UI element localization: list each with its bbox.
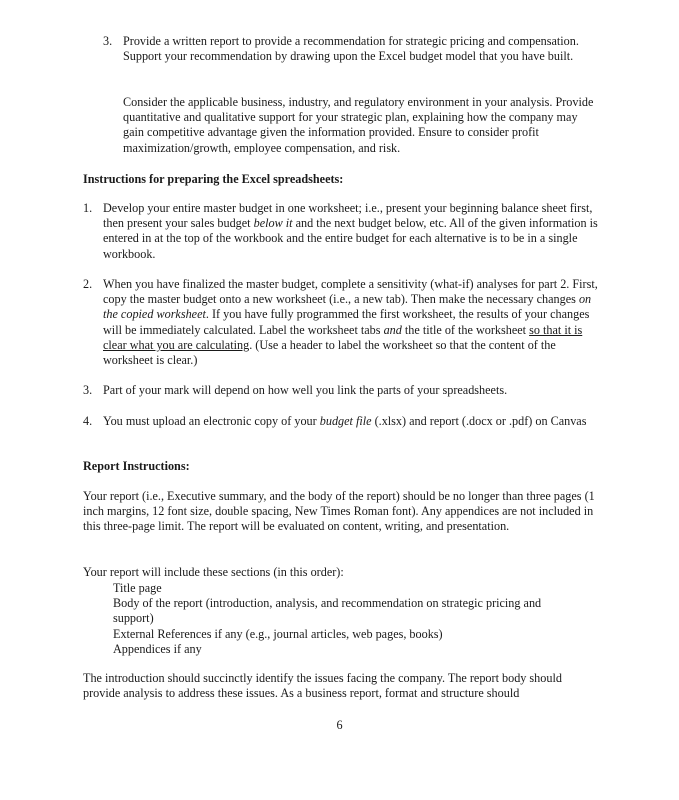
italic-text-run: on the copied worksheet	[103, 292, 592, 322]
list-number: 3.	[83, 383, 93, 397]
excel-item-2-text	[103, 277, 601, 368]
text-run: . If you have fully programmed the first worksheet, the results of your changes will be immediately calculated. Label the worksheet tabs	[103, 307, 590, 337]
introduction-guidance-paragraph: The introduction should succinctly identify the issues facing the company. The report body should provide analysis to address these issues. As a business report, format and structure should	[83, 671, 562, 701]
sections-intro: Your report will include these sections (in this order):	[83, 565, 344, 579]
italic-text-run: below it	[253, 216, 293, 231]
excel-item-4-text	[103, 414, 593, 429]
section-item: Body of the report (introduction, analysis, and recommendation on strategic pricing and support)	[113, 596, 542, 626]
page-number: 6	[336, 718, 343, 732]
list-number: 2.	[83, 277, 93, 291]
excel-item-3-text: Part of your mark will depend on how well you link the parts of your spreadsheets.	[103, 383, 508, 397]
excel-instructions-heading: Instructions for preparing the Excel spreadsheets:	[83, 172, 344, 186]
section-item: Appendices if any	[113, 641, 202, 656]
list-number: 3.	[103, 34, 113, 48]
text-run: (.xlsx) and report (.docx or .pdf) on Canvas	[371, 414, 587, 428]
text-run: the title of the worksheet	[401, 322, 530, 337]
report-task-paragraph: Provide a written report to provide a recommendation for strategic pricing and compensation. Support your recommendation by drawing upon the Excel budget model that you have built.	[123, 34, 579, 64]
report-length-paragraph: Your report (i.e., Executive summary, and the body of the report) should be no longer than three pages (1 inch margins, 12 font size, double spacing, New Times Roman font). Any appendices are not included in this three-page limit. The report will be evaluated on content, writing, and presentation.	[83, 489, 595, 534]
underlined-text-run: so that it is clear what you are calculating	[103, 322, 583, 352]
section-item: External References if any (e.g., journal articles, web pages, books)	[113, 626, 443, 641]
italic-text-run: and	[383, 322, 402, 337]
text-run: Develop your entire master budget in one worksheet; i.e., present your beginning balance sheet first, then present your sales budget	[103, 201, 593, 231]
text-run: and the next budget below, etc. All of the given information is entered in at the top of the workbook and the entire budget for each alternative is to be in a single workbook.	[103, 216, 598, 261]
list-number: 4.	[83, 414, 93, 428]
italic-text-run: budget file	[319, 414, 372, 428]
report-sections-list	[113, 581, 583, 657]
report-instructions-heading: Report Instructions:	[83, 459, 190, 473]
list-number: 1.	[83, 201, 93, 215]
text-run: When you have finalized the master budget, complete a sensitivity (what-if) analyses for part 2. First, copy the master budget onto a new worksheet (i.e., a new tab). Then make the necessary changes	[103, 277, 598, 307]
section-item: Title page	[113, 581, 162, 595]
analysis-guidance-paragraph: Consider the applicable business, industry, and regulatory environment in your analysis. Provide quantitative and qualitative support for your strategic plan, explaining how the company may gain competitive advantage given the information provided. Ensure to consider profit maximization/growth, employee compensation, and risk.	[123, 95, 594, 155]
excel-item-1-text	[103, 201, 599, 262]
text-run: You must upload an electronic copy of your	[103, 414, 320, 428]
text-run: . (Use a header to label the worksheet so that the content of the worksheet is clear.)	[103, 337, 556, 368]
